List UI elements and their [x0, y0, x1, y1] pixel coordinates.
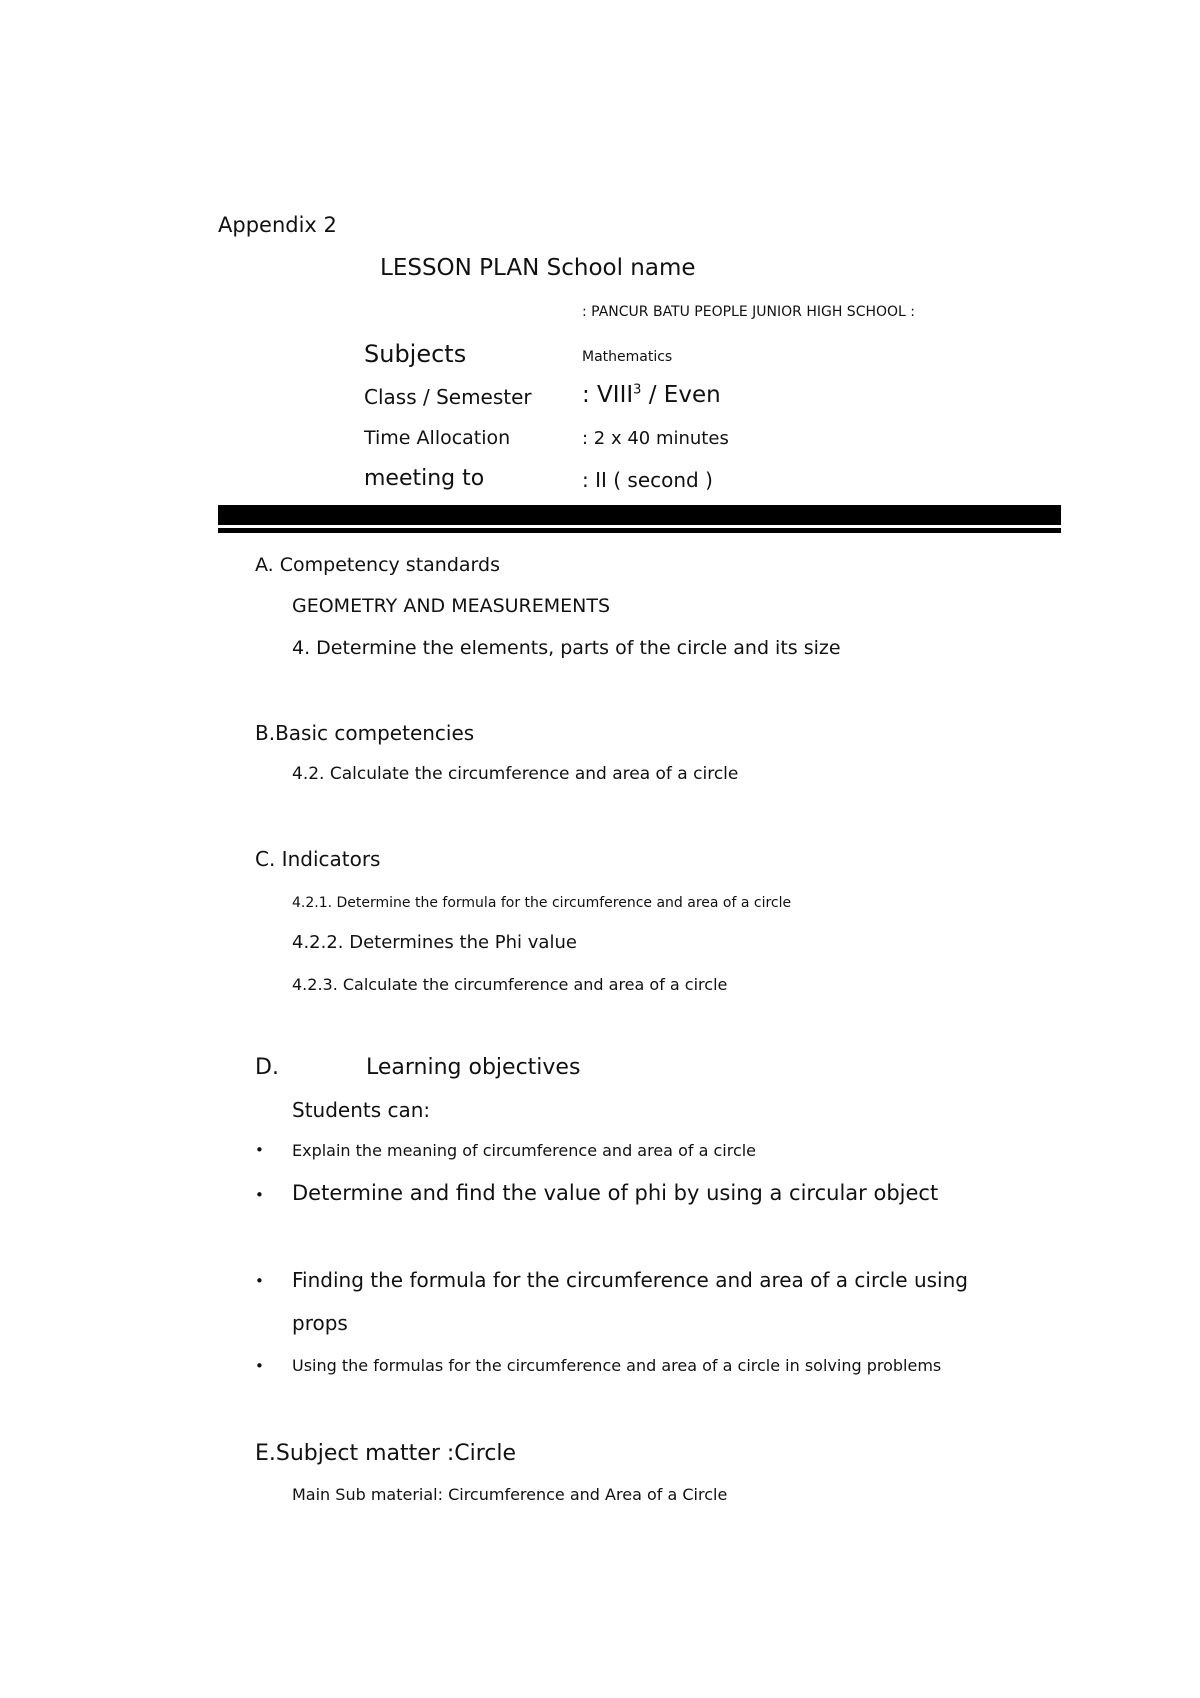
section-e-heading: E.Subject matter :Circle [255, 1441, 517, 1466]
section-a-item: 4. Determine the elements, parts of the circle and its size [292, 637, 841, 659]
section-d-letter: D. [255, 1055, 279, 1080]
indicator-item: 4.2.3. Calculate the circumference and area of a circle [292, 975, 728, 994]
subjects-value: Mathematics [582, 349, 673, 365]
time-allocation-value: : 2 x 40 minutes [582, 428, 729, 449]
meeting-value: : II ( second ) [582, 468, 713, 492]
header-divider-thin [218, 528, 1061, 533]
section-e-sub: Main Sub material: Circumference and Area of a Circle [292, 1485, 728, 1504]
header-divider-thick [218, 505, 1061, 525]
section-a-topic: GEOMETRY AND MEASUREMENTS [292, 595, 611, 617]
bullet-icon: • [255, 1357, 264, 1375]
section-a-heading: A. Competency standards [255, 554, 500, 576]
appendix-label: Appendix 2 [218, 213, 337, 237]
objective-item-continued: props [292, 1311, 348, 1335]
bullet-icon: • [255, 1186, 264, 1204]
lesson-plan-title: LESSON PLAN School name [380, 255, 696, 281]
section-b-heading: B.Basic competencies [255, 721, 475, 745]
subjects-label: Subjects [364, 340, 467, 368]
time-allocation-label: Time Allocation [364, 427, 511, 449]
objective-item: Determine and find the value of phi by using a circular object [292, 1181, 939, 1205]
section-c-heading: C. Indicators [255, 847, 381, 871]
school-name-value: : PANCUR BATU PEOPLE JUNIOR HIGH SCHOOL : [582, 304, 916, 320]
indicator-item: 4.2.2. Determines the Phi value [292, 932, 577, 953]
objective-item: Using the formulas for the circumference and area of a circle in solving problems [292, 1356, 942, 1375]
bullet-icon: • [255, 1141, 264, 1159]
section-d-intro: Students can: [292, 1098, 431, 1122]
section-d-heading: Learning objectives [366, 1055, 581, 1080]
meeting-label: meeting to [364, 466, 485, 491]
bullet-icon: • [255, 1272, 264, 1290]
class-semester-value: : VIII$^3$ / Even [582, 382, 721, 408]
objective-item: Explain the meaning of circumference and area of a circle [292, 1141, 757, 1160]
indicator-item: 4.2.1. Determine the formula for the circumference and area of a circle [292, 895, 792, 911]
section-b-item: 4.2. Calculate the circumference and area of a circle [292, 764, 739, 784]
class-semester-label: Class / Semester [364, 385, 532, 409]
objective-item: Finding the formula for the circumference and area of a circle using [292, 1268, 968, 1292]
